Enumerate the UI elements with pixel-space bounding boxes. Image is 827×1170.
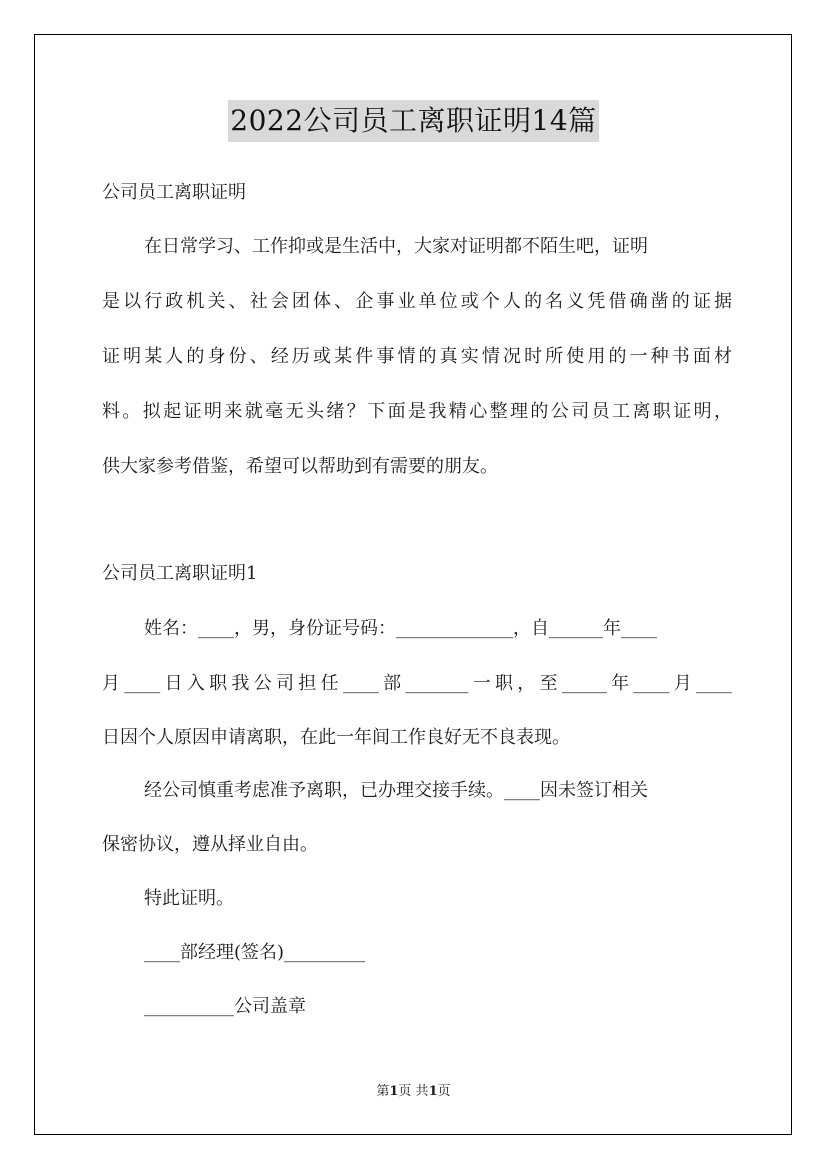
page-footer [0,1083,827,1101]
signature-line: ____部经理(签名)_________ [144,942,366,963]
intro-line-1: 在日常学习、工作抑或是生活中，大家对证明都不陌生吧，证明 [144,236,648,257]
document-title: 2022公司员工离职证明14篇 [228,100,598,142]
section-heading-intro: 公司员工离职证明 [102,182,246,203]
body2-line-1: 经公司慎重考虑准予离职，已办理交接手续。____因未签订相关 [144,780,648,801]
footer-total-pages: 1 [428,1084,438,1099]
footer-mid: 页 共 [398,1084,429,1099]
body1-line-3: 日因个人原因申请离职，在此一年间工作良好无不良表现。 [102,727,570,748]
body1-line-2: 月____日入职我公司担任____部_______一职，至_____年____月____ [102,673,732,694]
intro-line-4: 料。拟起证明来就毫无头绪？下面是我精心整理的公司员工离职证明， [102,401,732,422]
footer-page-number: 1 [389,1084,399,1099]
body2-line-2: 保密协议，遵从择业自由。 [102,834,318,855]
footer-prefix: 第 [376,1084,390,1099]
intro-line-2: 是以行政机关、社会团体、企事业单位或个人的名义凭借确凿的证据 [102,291,732,312]
seal-line: __________公司盖章 [144,996,306,1017]
footer-suffix: 页 [437,1084,451,1099]
title-container [0,100,827,142]
section-heading-1: 公司员工离职证明1 [102,563,258,584]
intro-line-3: 证明某人的身份、经历或某件事情的真实情况时所使用的一种书面材 [102,346,732,367]
closing-text: 特此证明。 [144,888,234,909]
body1-line-1: 姓名：____，男，身份证号码：_____________，自______年____ [144,618,657,639]
intro-line-5: 供大家参考借鉴，希望可以帮助到有需要的朋友。 [102,456,498,477]
